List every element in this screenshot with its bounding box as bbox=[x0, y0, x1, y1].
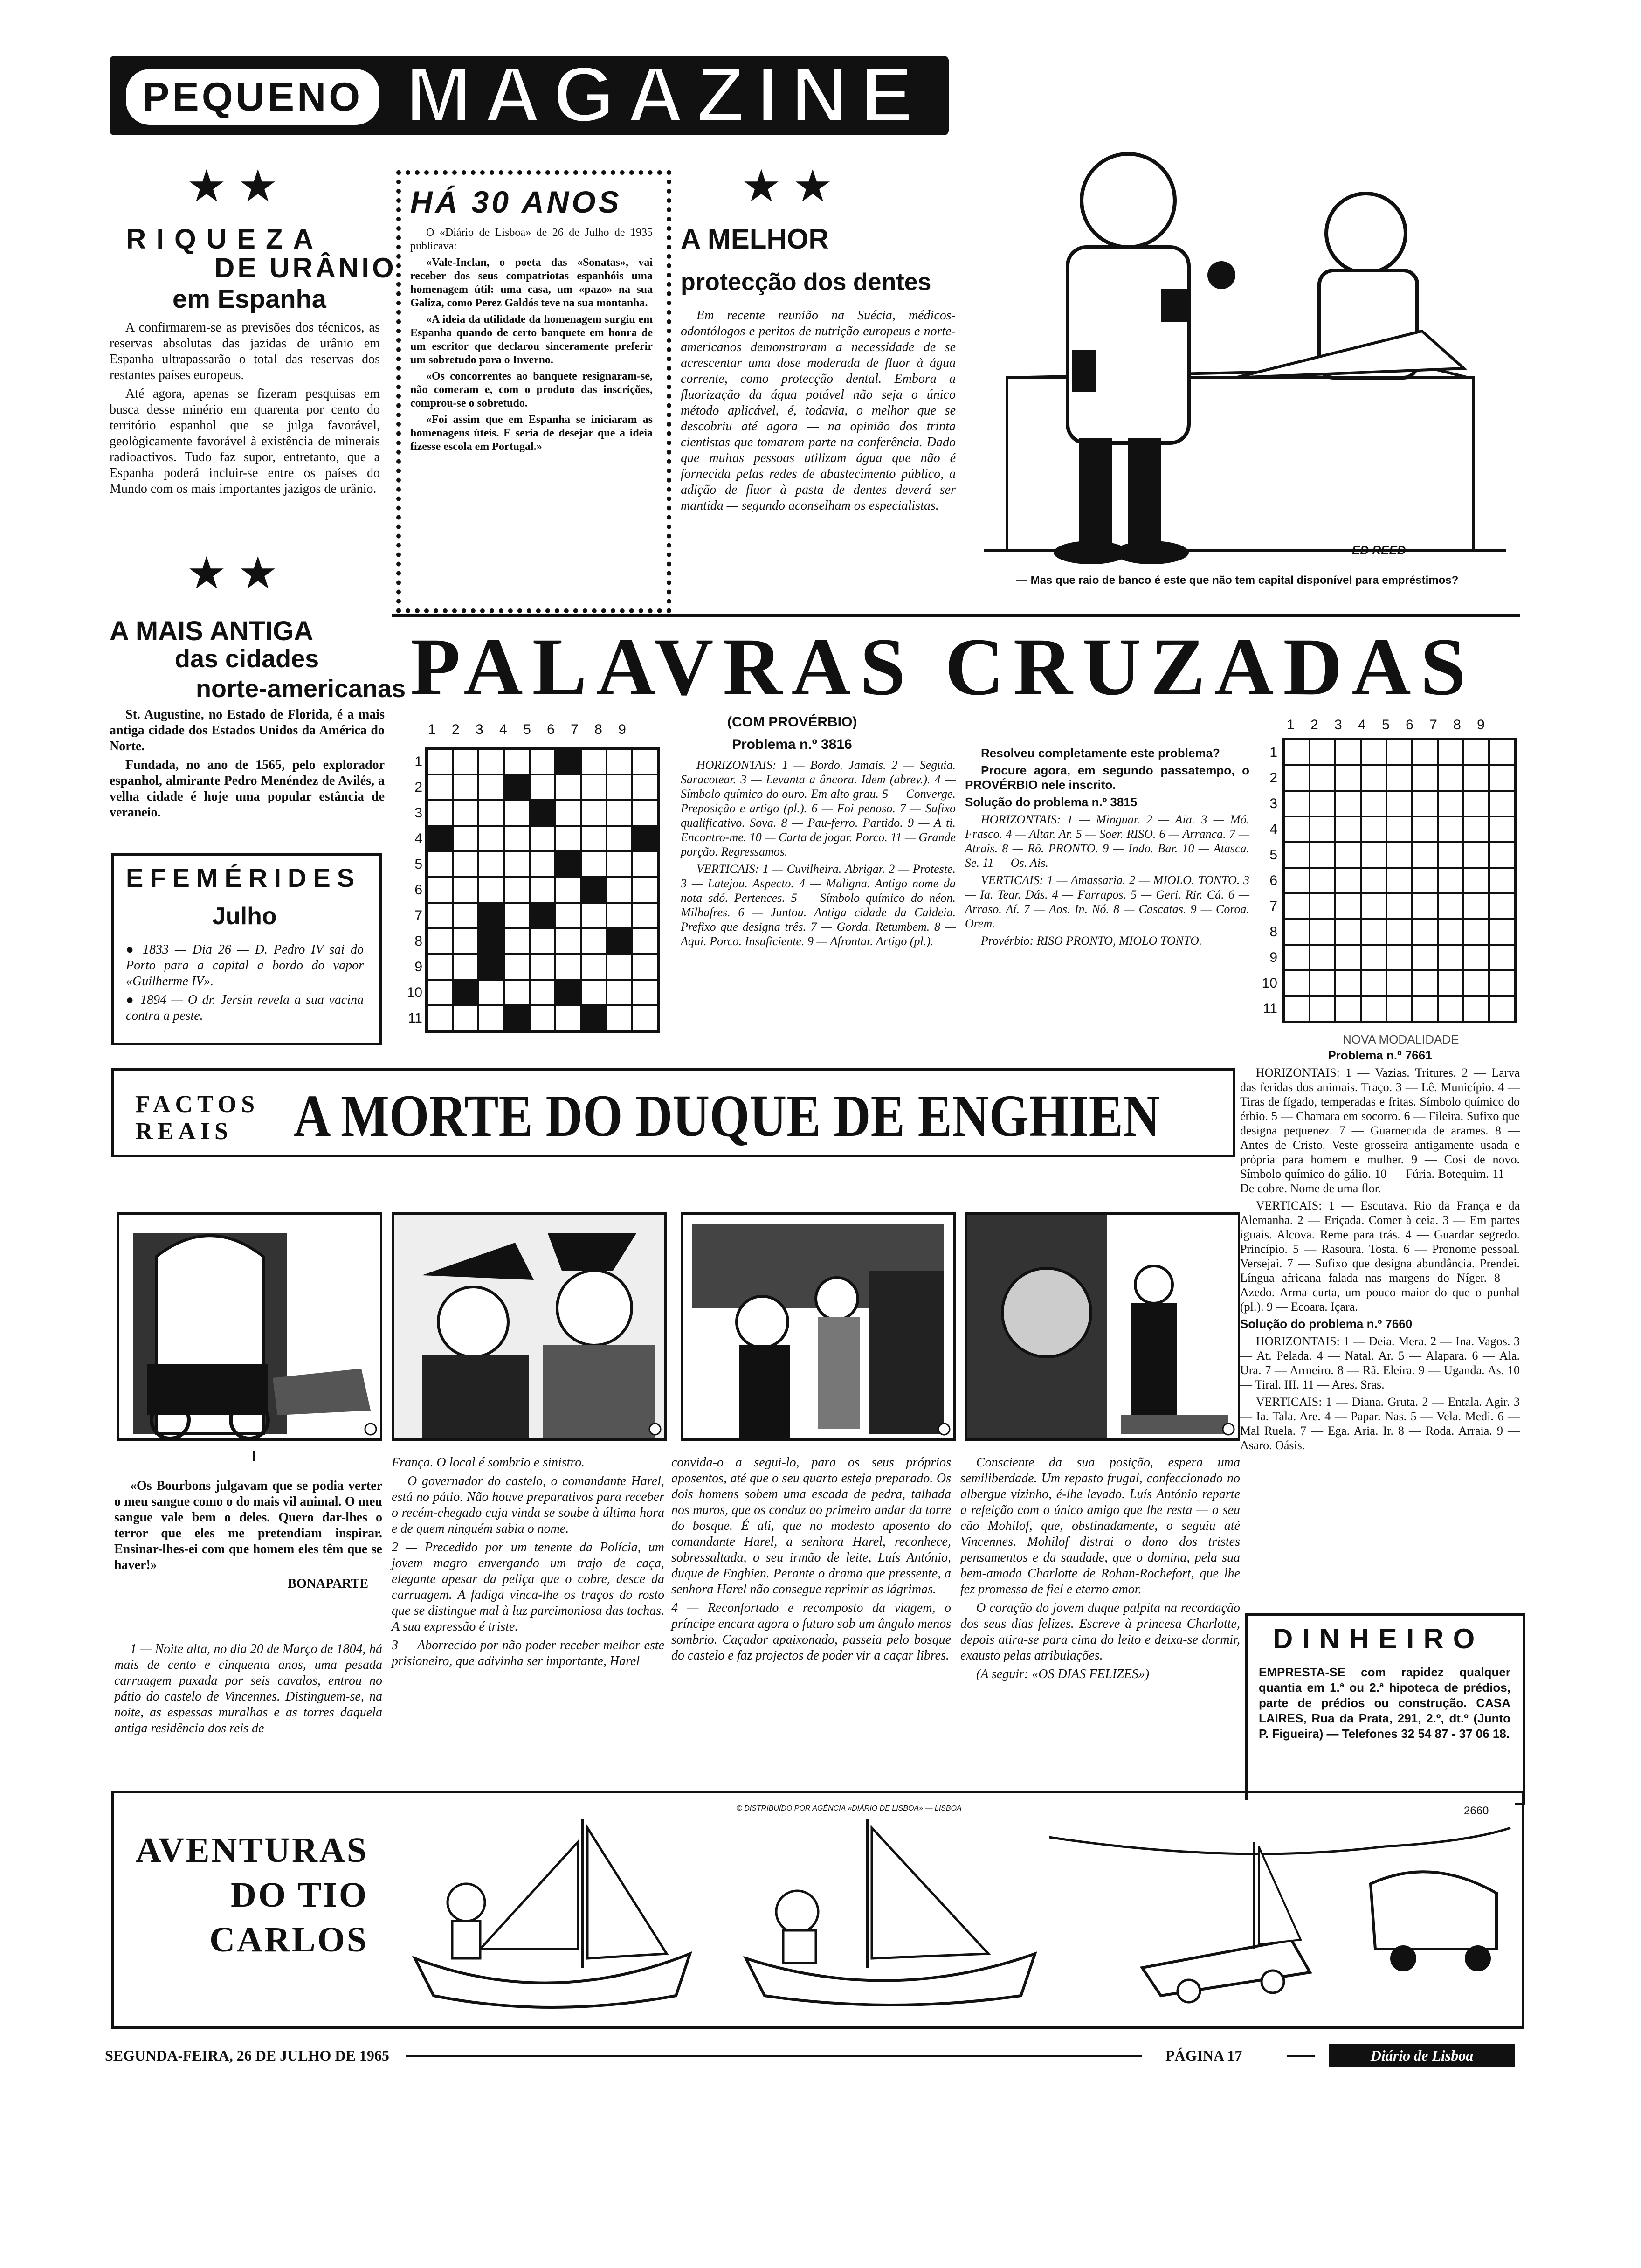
cartoon-caption: — Mas que raio de banco é este que não tem capital disponível para empréstimos? bbox=[1016, 574, 1459, 587]
grid-cell bbox=[1412, 816, 1438, 842]
story-epigraph: «Os Bourbons julgavam que se podia verter o meu sangue como o do mais vil animal. O meu sangue vale bem o deles. Quero dar-lhes o terror que eles me pretendiam inspirar. Ensinar-lhes-ei com que homem eles têm que se haver!» BONAPARTE bbox=[114, 1479, 382, 1591]
grid-cell bbox=[1361, 842, 1386, 868]
grid-cell bbox=[453, 851, 478, 877]
grid-cell bbox=[555, 1005, 581, 1031]
grid-cell bbox=[1284, 893, 1310, 919]
grid-cell bbox=[632, 800, 658, 826]
grid-cell bbox=[1361, 791, 1386, 816]
grid-cell bbox=[555, 877, 581, 903]
grid-cell bbox=[530, 749, 555, 774]
grid-cell bbox=[1361, 996, 1386, 1022]
grid-cell bbox=[555, 826, 581, 851]
grid-cell bbox=[581, 774, 607, 800]
comic-panel-3 bbox=[1049, 1800, 1515, 2014]
grid-cell bbox=[1310, 945, 1335, 970]
modalidade-label: NOVA MODALIDADE bbox=[1343, 1032, 1459, 1046]
uranio-title-1: RIQUEZA bbox=[126, 223, 324, 255]
uranio-article bbox=[110, 320, 380, 500]
modalidade-column bbox=[1240, 1048, 1520, 1455]
ha30-article bbox=[410, 226, 653, 456]
dentes-article bbox=[681, 308, 956, 517]
grid-cell bbox=[1438, 765, 1463, 791]
grid-row-numbers: 1 2 3 4 5 6 7 8 9 10 11 bbox=[1262, 745, 1277, 1016]
grid-cell bbox=[632, 774, 658, 800]
grid-cell bbox=[530, 851, 555, 877]
grid-cell bbox=[478, 1005, 504, 1031]
dentes-title-1: A MELHOR bbox=[681, 223, 829, 255]
efemerides-month: Julho bbox=[212, 903, 277, 930]
grid-cell bbox=[1284, 868, 1310, 893]
grid-cell bbox=[1438, 893, 1463, 919]
ha30-item: «Vale-Inclan, o poeta das «Sonatas», vai receber dos seus compatriotas espanhóis uma homenagem útil: uma casa, um «pazo» na sua Galiza, como Perez Galdós teve na sua montanha. bbox=[410, 256, 653, 309]
grid-cell bbox=[453, 1005, 478, 1031]
dentes-title-2: protecção dos dentes bbox=[681, 269, 931, 296]
grid-cell bbox=[1463, 996, 1489, 1022]
modalidade-problem: Problema n.º 7661 bbox=[1328, 1048, 1432, 1062]
grid-cell bbox=[1463, 970, 1489, 996]
grid-cell bbox=[581, 800, 607, 826]
grid-cell bbox=[1412, 765, 1438, 791]
uranio-paragraph: A confirmarem-se as previsões dos técnicos, as reservas absolutas das jazidas de urânio em Espanha ultrapassarão o total das reservas dos restantes países europeus. bbox=[110, 320, 380, 382]
grid-cell bbox=[1386, 868, 1412, 893]
grid-cell bbox=[1489, 945, 1515, 970]
grid-cell bbox=[607, 954, 632, 980]
grid-cell bbox=[1463, 740, 1489, 765]
grid-cell bbox=[478, 749, 504, 774]
comic-panel-2 bbox=[727, 1800, 1049, 2014]
grid-cell bbox=[1489, 970, 1515, 996]
grid-cell bbox=[607, 1005, 632, 1031]
grid-cell bbox=[607, 903, 632, 928]
grid-cell bbox=[478, 774, 504, 800]
grid-cell bbox=[1335, 791, 1361, 816]
grid-cell bbox=[1284, 740, 1310, 765]
grid-cell-black bbox=[453, 980, 478, 1005]
grid-cell bbox=[1463, 919, 1489, 945]
comic-credit: © DISTRIBUÍDO POR AGÊNCIA «DIÁRIO DE LISBOA» — LISBOA bbox=[737, 1805, 962, 1812]
grid-cell-black bbox=[555, 980, 581, 1005]
story-panel-1 bbox=[117, 1212, 382, 1441]
grid-cell bbox=[1284, 816, 1310, 842]
grid-cell bbox=[607, 980, 632, 1005]
grid-cell bbox=[427, 954, 453, 980]
grid-cell bbox=[555, 928, 581, 954]
grid-cell bbox=[1386, 765, 1412, 791]
grid-cell bbox=[1284, 791, 1310, 816]
grid-cell bbox=[427, 1005, 453, 1031]
grid-cell bbox=[530, 774, 555, 800]
palavras-clues bbox=[681, 758, 956, 951]
antiga-title-1: A MAIS ANTIGA bbox=[110, 616, 314, 646]
grid-col-numbers: 1 2 3 4 5 6 7 8 9 bbox=[428, 722, 626, 737]
uranio-paragraph: Até agora, apenas se fizeram pesquisas em busca desse minério em quarenta por cento do território espanhol que se julga favorável, geològicamente favorável à existência de minerais radioactivos. Tudo faz supor, entretanto, que a Espanha poderá incluir-se entre os países do Mundo com os mais importantes jazigos de urânio. bbox=[110, 387, 380, 496]
grid-cell-black bbox=[504, 774, 530, 800]
uranio-title-3: em Espanha bbox=[172, 284, 326, 313]
grid-cell bbox=[1310, 919, 1335, 945]
grid-cell bbox=[1361, 816, 1386, 842]
grid-cell bbox=[1335, 868, 1361, 893]
grid-cell bbox=[530, 1005, 555, 1031]
grid-cell bbox=[607, 749, 632, 774]
footer-rule bbox=[406, 2055, 1142, 2057]
antiga-paragraph: Fundada, no ano de 1565, pelo explorador espanhol, almirante Pedro Menéndez de Avilés, a velha cidade é hoje uma popular estância de veraneio. bbox=[110, 758, 385, 820]
grid-cell bbox=[1284, 970, 1310, 996]
grid-cell bbox=[1386, 816, 1412, 842]
grid-cell bbox=[1386, 740, 1412, 765]
grid-cell bbox=[1335, 970, 1361, 996]
grid-cell bbox=[1335, 765, 1361, 791]
grid-cell bbox=[581, 954, 607, 980]
grid-cell bbox=[555, 800, 581, 826]
grid-cell bbox=[1310, 740, 1335, 765]
palavras-subtitle: (COM PROVÉRBIO) bbox=[727, 714, 857, 730]
grid-cell bbox=[1438, 740, 1463, 765]
grid-cell bbox=[1310, 893, 1335, 919]
grid-cell bbox=[1335, 816, 1361, 842]
story-chapter-numeral: I bbox=[252, 1448, 256, 1465]
grid-cell bbox=[1489, 765, 1515, 791]
grid-cell bbox=[555, 903, 581, 928]
palavras-solution-title: Solução do problema n.º 3815 bbox=[965, 795, 1138, 809]
grid-cell bbox=[581, 851, 607, 877]
grid-cell bbox=[1335, 945, 1361, 970]
palavras-solution-h: HORIZONTAIS: 1 — Minguar. 2 — Aia. 3 — Mó. Frasco. 4 — Altar. Ar. 5 — Soer. RISO. 6 — Arranca. 7 — Atrais. 8 — Rô. PRONTO. 9 — Indo. Bar. 10 — Atasca. Se. 11 — Os. Ais. bbox=[965, 813, 1249, 870]
grid-cell bbox=[632, 903, 658, 928]
palavras-procure: Procure agora, em segundo passatempo, o PROVÉRBIO nele inscrito. bbox=[965, 763, 1249, 792]
footer-page: PÁGINA 17 bbox=[1165, 2047, 1242, 2064]
grid-cell bbox=[555, 954, 581, 980]
comic-panel-1 bbox=[387, 1800, 713, 2014]
grid-cell bbox=[1386, 842, 1412, 868]
grid-cell bbox=[453, 774, 478, 800]
grid-cell bbox=[427, 851, 453, 877]
grid-cell bbox=[530, 954, 555, 980]
grid-cell bbox=[607, 877, 632, 903]
grid-cell-black bbox=[504, 1005, 530, 1031]
ha30-item: «A ideia da utilidade da homenagem surgiu em Espanha quando de certo banquete em honra de um escritor que declarou sinceramente preferir um sobretudo para o Inverno. bbox=[410, 313, 653, 366]
factos-label: FACTOS REAIS bbox=[135, 1091, 260, 1145]
grid-cell bbox=[1386, 996, 1412, 1022]
grid-cell bbox=[453, 903, 478, 928]
cartoon-illustration bbox=[974, 117, 1515, 569]
grid-cell bbox=[478, 851, 504, 877]
story-epigraph-author: BONAPARTE bbox=[288, 1577, 368, 1591]
grid-cell bbox=[632, 749, 658, 774]
grid-cell bbox=[1361, 868, 1386, 893]
grid-cell bbox=[1284, 842, 1310, 868]
grid-cell bbox=[1335, 842, 1361, 868]
grid-cell bbox=[1412, 868, 1438, 893]
grid-cell bbox=[607, 851, 632, 877]
antiga-title-3: norte-americanas bbox=[196, 675, 406, 703]
story-column-2: França. O local é sombrio e sinistro. O governador do castelo, o comandante Harel, está no pátio. Não houve preparativos para receber o recém-chegado cuja vinda se soube à última hora e de quem ninguém sabia o nome. 2 — Precedido por um tenente da Polícia, um jovem magro envergando um trajo de caça, elegante apesar da peliça que o cobre, desce da carruagem. A fadiga vinca-lhe os traços do rosto que se distingue mal à luz parcimoniosa das tochas. A sua expressão é triste. 3 — Aborrecido por não poder receber melhor este prisioneiro, que adivinha ser importante, Harel bbox=[392, 1455, 664, 1668]
modalidade-solution-h: HORIZONTAIS: 1 — Deia. Mera. 2 — Ina. Vagos. 3 — At. Pelada. 4 — Natal. Ar. 5 — Alapara. 6 — Ala. Ura. 7 — Armeiro. 8 — Rã. Eleira. 9 — Uganda. As. 10 — Tiral. III. 11 — Ares. Sras. bbox=[1240, 1335, 1520, 1391]
grid-cell bbox=[1438, 970, 1463, 996]
grid-cell-black bbox=[632, 826, 658, 851]
crossword-grid-empty bbox=[1282, 738, 1517, 1023]
grid-cell bbox=[504, 928, 530, 954]
efemerides-item: ● 1833 — Dia 26 — D. Pedro IV sai do Porto para a capital a bordo do vapor «Guilherme IV». bbox=[126, 942, 364, 989]
grid-cell bbox=[453, 954, 478, 980]
grid-cell bbox=[1361, 919, 1386, 945]
grid-cell bbox=[427, 774, 453, 800]
grid-cell bbox=[530, 826, 555, 851]
palavras-proverbio: Provérbio: RISO PRONTO, MIOLO TONTO. bbox=[981, 934, 1202, 947]
grid-cell bbox=[1386, 945, 1412, 970]
masthead-pequeno: PEQUENO bbox=[122, 65, 383, 129]
palavras-resolveu: Resolveu completamente este problema? bbox=[981, 746, 1220, 760]
grid-cell bbox=[1463, 945, 1489, 970]
grid-cell bbox=[1284, 996, 1310, 1022]
story-column-3: convida-o a segui-lo, para os seus próprios aposentos, até que o seu quarto esteja preparado. Os dois homens sobem uma escada de pedra, talhada nos muros, que os conduz ao primeiro andar da torre do bosque. É ali, que no modesto aposento do comandante Harel, a senhora Harel, reconhece, sobressaltada, o seu irmão de leite, Luís António, duque de Enghien. Perante o drama que pressente, a senhora Harel não consegue reprimir as lágrimas. 4 — Reconfortado e recomposto da viagem, o príncipe encara agora o futuro sob um ângulo menos sombrio. Caçador apaixonado, passeia pelo bosque do castelo e faz projectos de poder vir a caçar libres. bbox=[671, 1455, 951, 1663]
comic-number: 2660 bbox=[1464, 1805, 1489, 1817]
grid-col-numbers: 1 2 3 4 5 6 7 8 9 bbox=[1287, 717, 1485, 733]
story-column-1: 1 — Noite alta, no dia 20 de Março de 1804, há mais de cento e cinquenta anos, uma pesada carruagem puxada por seis cavalos, entrou no pátio do castelo de Vincennes. Distinguem-se, na noite, as espessas muralhas e as torres daquela antiga residência dos reis de bbox=[114, 1642, 382, 1736]
grid-cell bbox=[1284, 945, 1310, 970]
grid-cell bbox=[1463, 893, 1489, 919]
grid-cell bbox=[1438, 842, 1463, 868]
story-column-4: Consciente da sua posição, espera uma semiliberdade. Um repasto frugal, confeccionado no albergue vizinho, é-lhe levado. Luís António reparte a refeição com o único amigo que lhe resta — o seu cão Mohilof, que, obstinadamente, o seguiu até Vincennes. Mohilof distrai o dono dos tristes pensamentos e da saudade, que o domina, pela sua bem-amada Charlotte de Rohan-Rochefort, que lhe fez promessa de fiel e eterno amor. O coração do jovem duque palpita na recordação dos seus dias felizes. Escreve à princesa Charlotte, depois atira-se para cima do leito e deixa-se dormir, exausto pelas atribulações. (A seguir: «OS DIAS FELIZES») bbox=[960, 1455, 1240, 1681]
story-panel-4 bbox=[965, 1212, 1240, 1441]
grid-cell bbox=[504, 851, 530, 877]
crossword-grid bbox=[425, 747, 660, 1033]
ha30-item: «Foi assim que em Espanha se iniciaram as homenagens úteis. E seria de desejar que a ideia fizesse escola em Portugal.» bbox=[410, 414, 653, 453]
grid-cell bbox=[453, 877, 478, 903]
grid-cell-black bbox=[530, 800, 555, 826]
modalidade-verticais: VERTICAIS: 1 — Escutava. Rio da França e da Alemanha. 2 — Eriçada. Comer à ceia. 3 — Em partes iguais. Alcova. Reme para trás. 4 — Guardar segredo. Princípio. 5 — Rasoura. Tosta. 6 — Pronome pessoal. Versejai. 7 — Sufixo que designa abundância. Prendei. Língua africana falada nas margens do Níger. 8 — Azedo. Arma curta, um pouco maior do que o punhal (pl.). 9 — Ecoara. Içara. bbox=[1240, 1199, 1520, 1314]
stars-ornament: ★★ bbox=[186, 161, 290, 211]
ha30-item: «Os concorrentes ao banquete resignaram-se, não comeram e, com o produto das inscrições, comprou-se o sobretudo. bbox=[410, 370, 653, 409]
grid-cell-black bbox=[607, 928, 632, 954]
grid-cell bbox=[504, 954, 530, 980]
grid-cell-black bbox=[478, 903, 504, 928]
story-next: (A seguir: «OS DIAS FELIZES») bbox=[976, 1667, 1150, 1681]
story-panel-3 bbox=[681, 1212, 956, 1441]
grid-cell bbox=[1361, 765, 1386, 791]
grid-cell bbox=[453, 928, 478, 954]
grid-cell bbox=[1489, 740, 1515, 765]
grid-cell bbox=[1463, 842, 1489, 868]
grid-cell bbox=[504, 749, 530, 774]
grid-cell bbox=[1310, 996, 1335, 1022]
grid-cell bbox=[581, 749, 607, 774]
grid-cell-black bbox=[555, 749, 581, 774]
grid-cell bbox=[478, 826, 504, 851]
grid-cell bbox=[632, 928, 658, 954]
grid-cell bbox=[427, 749, 453, 774]
grid-cell bbox=[1284, 919, 1310, 945]
grid-cell bbox=[581, 903, 607, 928]
grid-cell bbox=[1463, 868, 1489, 893]
grid-cell bbox=[427, 800, 453, 826]
divider bbox=[392, 614, 1520, 617]
stars-ornament: ★★ bbox=[186, 548, 290, 598]
grid-cell bbox=[1361, 970, 1386, 996]
grid-cell bbox=[1412, 893, 1438, 919]
grid-cell bbox=[1489, 816, 1515, 842]
grid-cell-black bbox=[581, 1005, 607, 1031]
grid-cell bbox=[555, 774, 581, 800]
grid-cell bbox=[504, 826, 530, 851]
grid-cell bbox=[1489, 893, 1515, 919]
palavras-title: PALAVRAS CRUZADAS bbox=[410, 622, 1476, 712]
grid-cell-black bbox=[581, 877, 607, 903]
grid-cell bbox=[478, 877, 504, 903]
antiga-article bbox=[110, 707, 385, 823]
grid-cell bbox=[530, 928, 555, 954]
grid-cell bbox=[1386, 893, 1412, 919]
grid-cell bbox=[581, 980, 607, 1005]
grid-cell-black bbox=[555, 851, 581, 877]
dentes-paragraph: Em recente reunião na Suécia, médicos-odontólogos e peritos de nutrição europeus e norte-americanos demonstraram a necessidade de se acrescentar uma dose moderada de fluor à água corrente, como protecção dental. Embora a fluorização da água potável não seja o único método aplicável, é, todavia, o melhor que se descobriu até agora — na opinião dos trinta cientistas que tomaram parte na conferência. Dado que muitas pessoas utilizam água que não é fornecida pelas redes de abastecimento público, a adição de fluor à pasta de dentes deverá ser mantida — segundo aconselham os especialistas. bbox=[681, 308, 956, 513]
grid-cell bbox=[1489, 791, 1515, 816]
footer-newspaper-logo: Diário de Lisboa bbox=[1329, 2044, 1515, 2067]
grid-cell-black bbox=[530, 903, 555, 928]
grid-cell bbox=[1386, 970, 1412, 996]
grid-cell bbox=[1412, 945, 1438, 970]
grid-cell bbox=[530, 877, 555, 903]
grid-cell bbox=[427, 877, 453, 903]
grid-cell bbox=[453, 749, 478, 774]
grid-cell bbox=[1412, 740, 1438, 765]
grid-cell bbox=[632, 877, 658, 903]
modalidade-solution-v: VERTICAIS: 1 — Diana. Gruta. 2 — Entala. Agir. 3 — Ia. Tala. Are. 4 — Papar. Nas. 5 — Vela. Medi. 6 — Mal Ruela. 7 — Ega. Aria. Ir. 8 — Roda. Arraia. 9 — Asaro. Oásis. bbox=[1240, 1395, 1520, 1452]
grid-cell bbox=[1489, 868, 1515, 893]
grid-cell-black bbox=[478, 928, 504, 954]
grid-cell bbox=[427, 928, 453, 954]
grid-row-numbers: 1 2 3 4 5 6 7 8 9 10 11 bbox=[407, 754, 422, 1026]
grid-cell bbox=[607, 800, 632, 826]
grid-cell bbox=[1438, 945, 1463, 970]
antiga-title-2: das cidades bbox=[175, 645, 319, 673]
grid-cell bbox=[1489, 842, 1515, 868]
grid-cell bbox=[1335, 893, 1361, 919]
modalidade-horizontais: HORIZONTAIS: 1 — Vazias. Tritures. 2 — Larva das feridas dos animais. Traço. 3 — Lê. Município. 4 — Tiras de fígado, temperadas e fritas. Símbolo químico do érbio. 5 — Chamara em socorro. 6 — Fileira. Sufixo que designa pequenez. 7 — Guarnecida de arames. 8 — Antes de Cristo. Veste grosseira antigamente usada e própria para homem e mulher. 9 — Cosi de novo. Símbolo químico do gálio. 10 — Fúria. Botequim. 11 — De cobre. Nome de uma flor. bbox=[1240, 1066, 1520, 1195]
grid-cell bbox=[607, 826, 632, 851]
uranio-title-2: DE URÂNIO bbox=[214, 252, 397, 284]
efemerides-list bbox=[126, 942, 364, 1027]
grid-cell bbox=[1463, 816, 1489, 842]
grid-cell bbox=[1438, 919, 1463, 945]
grid-cell bbox=[607, 774, 632, 800]
dinheiro-body: EMPRESTA-SE com rapidez qualquer quantia em 1.ª ou 2.ª hipoteca de prédios, parte de prédios ou construção. CASA LAIRES, Rua da Prata, 291, 2.º, dt.º (Junto P. Figueira) — Telefones 32 54 87 - 37 06 18. bbox=[1259, 1665, 1510, 1741]
factos-title: A MORTE DO DUQUE DE ENGHIEN bbox=[294, 1083, 1160, 1149]
grid-cell bbox=[530, 980, 555, 1005]
grid-cell bbox=[632, 1005, 658, 1031]
grid-cell bbox=[1463, 765, 1489, 791]
grid-cell bbox=[1412, 970, 1438, 996]
palavras-solution-column bbox=[965, 746, 1249, 951]
footer-date: SEGUNDA-FEIRA, 26 DE JULHO DE 1965 bbox=[105, 2047, 389, 2064]
efemerides-title: EFEMÉRIDES bbox=[126, 863, 361, 892]
grid-cell bbox=[1335, 996, 1361, 1022]
story-panel-2 bbox=[392, 1212, 667, 1441]
grid-cell bbox=[1438, 868, 1463, 893]
grid-cell bbox=[1335, 919, 1361, 945]
grid-cell bbox=[427, 903, 453, 928]
grid-cell bbox=[1310, 816, 1335, 842]
palavras-solution-v: VERTICAIS: 1 — Amassaria. 2 — MIOLO. TONTO. 3 — Ia. Tear. Dás. 4 — Farrapos. 5 — Geri. Rir. Cá. 6 — Arraso. Aí. 7 — Aos. In. Nó. 8 — Cascatas. 9 — Coroa. Orem. bbox=[965, 873, 1249, 930]
ha30-intro: O «Diário de Lisboa» de 26 de Julho de 1935 publicava: bbox=[410, 227, 653, 252]
grid-cell bbox=[1412, 842, 1438, 868]
grid-cell bbox=[504, 877, 530, 903]
grid-cell bbox=[1310, 791, 1335, 816]
grid-cell bbox=[1310, 970, 1335, 996]
grid-cell bbox=[1310, 842, 1335, 868]
grid-cell bbox=[453, 826, 478, 851]
palavras-problem: Problema n.º 3816 bbox=[732, 737, 852, 752]
modalidade-solution-title: Solução do problema n.º 7660 bbox=[1240, 1317, 1413, 1331]
grid-cell bbox=[1361, 740, 1386, 765]
grid-cell bbox=[1310, 868, 1335, 893]
grid-cell-black bbox=[478, 954, 504, 980]
grid-cell bbox=[504, 903, 530, 928]
grid-cell bbox=[1412, 996, 1438, 1022]
grid-cell bbox=[1284, 765, 1310, 791]
comic-title: AVENTURAS DO TIO CARLOS bbox=[135, 1831, 368, 1959]
grid-cell bbox=[632, 980, 658, 1005]
grid-cell bbox=[1310, 765, 1335, 791]
ha30-title: HÁ 30 ANOS bbox=[410, 185, 622, 219]
grid-cell-black bbox=[427, 826, 453, 851]
grid-cell bbox=[1438, 791, 1463, 816]
grid-cell bbox=[632, 954, 658, 980]
grid-cell bbox=[427, 980, 453, 1005]
cartoon-signature: ED REED bbox=[1352, 543, 1406, 557]
grid-cell bbox=[504, 980, 530, 1005]
masthead-magazine: MAGAZINE bbox=[406, 50, 925, 139]
grid-cell bbox=[1335, 740, 1361, 765]
antiga-paragraph: St. Augustine, no Estado de Florida, é a mais antiga cidade dos Estados Unidos da América do Norte. bbox=[110, 707, 385, 754]
stars-ornament: ★★ bbox=[741, 161, 844, 211]
grid-cell bbox=[581, 826, 607, 851]
grid-cell bbox=[1463, 791, 1489, 816]
grid-cell bbox=[1489, 996, 1515, 1022]
footer-rule bbox=[1287, 2055, 1315, 2057]
grid-cell bbox=[632, 851, 658, 877]
grid-cell bbox=[1386, 791, 1412, 816]
efemerides-item: ● 1894 — O dr. Jersin revela a sua vacina contra a peste. bbox=[126, 993, 364, 1023]
grid-cell bbox=[1489, 919, 1515, 945]
grid-cell bbox=[1438, 996, 1463, 1022]
grid-cell bbox=[581, 928, 607, 954]
grid-cell bbox=[1386, 919, 1412, 945]
grid-cell bbox=[504, 800, 530, 826]
grid-cell bbox=[1412, 791, 1438, 816]
dinheiro-title: DINHEIRO bbox=[1273, 1623, 1484, 1654]
clues-horizontais: HORIZONTAIS: 1 — Bordo. Jamais. 2 — Seguia. Saracotear. 3 — Levanta a âncora. Idem (abrev.). 4 — Símbolo químico do ouro. Em alto grau. 5 — Converge. Preposição e artigo (pl.). 6 — Foi penoso. 7 — Sufixo qualificativo. Sova. 8 — Pau-ferro. Partido. 9 — A ti. Encontro-me. 10 — Carta de jogar. Porco. 11 — Grande porção. Regressamos. bbox=[681, 758, 956, 858]
grid-cell bbox=[478, 980, 504, 1005]
grid-cell bbox=[1361, 945, 1386, 970]
grid-cell bbox=[1438, 816, 1463, 842]
clues-verticais: VERTICAIS: 1 — Cuvilheira. Abrigar. 2 — Proteste. 3 — Latejou. Aspecto. 4 — Maligna. Antigo nome da nota sdó. Pertences. 5 — Símbolo químico do néon. Milhafres. 6 — Juntou. Antiga cidade da Caldeia. Prefixo que designa três. 7 — Gorda. Retumbem. 8 — Aqui. Porco. Insuficiente. 9 — Afrontar. Artigo (pl.). bbox=[681, 862, 956, 948]
grid-cell bbox=[478, 800, 504, 826]
grid-cell bbox=[1361, 893, 1386, 919]
grid-cell bbox=[453, 800, 478, 826]
grid-cell bbox=[1412, 919, 1438, 945]
